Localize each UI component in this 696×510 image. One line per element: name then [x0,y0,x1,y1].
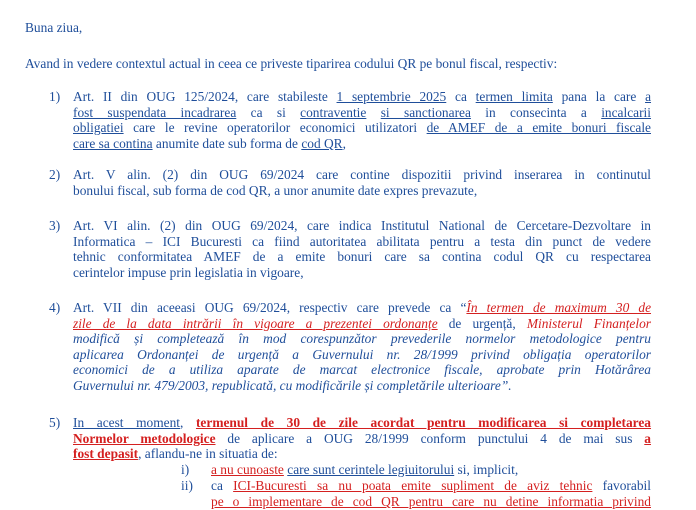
item-2-text [73,167,651,198]
intro-paragraph: Avand in vedere contextul actual in ceea ce priveste tiparirea codului QR pe bonul fiscal, respectiv: [25,56,558,71]
item-4-number: 4) [49,300,61,315]
item-2-line-1: Art. V alin. (2) din OUG 69/2024 care contine dispozitii privind inserarea in continutul [73,167,651,182]
item-1-text [73,89,651,151]
item-3-line-3: tehnic conformitatea AMEF de a emite bonuri care sa contina codul QR cu respectarea [73,249,651,265]
item-2-number: 2) [49,167,61,182]
item-1-line-3: obligatiei care le revine operatorilor economici utilizatori de AMEF de a emite bonuri fiscale [73,120,651,136]
item-5-text [73,415,651,462]
item-4-text [73,300,651,394]
item-4-line-5: economici de a utiliza aparate de marcat electronice fiscale, aprobate prin Hotărârea [73,362,651,378]
item-5-number: 5) [49,415,61,430]
item-4-line-3: modifică și completează în mod corespunzător prevederile normelor metodologice pentru [73,331,651,347]
item-5-line-1: In acest moment, termenul de 30 de zile acordat pentru modificarea si completarea [73,415,652,430]
item-4-line-1: Art. VII din aceeasi OUG 69/2024, respectiv care prevede ca “În termen de maximum 30 de [73,300,652,315]
item-5-line-3: fost depasit, aflandu-ne in situatia de: [73,446,278,462]
item-3-text [73,218,651,280]
greeting: Buna ziua, [25,20,83,35]
item-1-number: 1) [49,89,61,104]
item-4-line-2: zile de la data intrării în vigoare a prezentei ordonanțe de urgență, Ministerul Finanțelor [73,315,651,331]
subitem-i-number: i) [181,462,190,477]
item-3-number: 3) [49,218,61,233]
item-1-line-2: fost suspendata incadrarea ca si contraventie si sanctionarea in consecinta a incalcarii [73,104,651,120]
subitem-i-text: a nu cunoaste care sunt cerintele legiuitorului si, implicit, [211,462,519,477]
item-3-line-4: cerintelor impuse prin legislatia in vigoare, [73,264,304,280]
item-1-line-1: Art. II din OUG 125/2024, care stabileste 1 septembrie 2025 ca termen limita pana la care a [73,89,652,104]
subitem-ii-number: ii) [181,478,193,493]
item-4-line-6: Guvernului nr. 479/2003, republicată, cu modificările și completările ulterioare”. [73,377,512,393]
subitem-ii-text: ca ICI-Bucuresti sa nu poata emite supliment de aviz tehnic favorabil [211,478,651,493]
item-1-line-4: care sa contina anumite date sub forma de cod QR, [73,135,346,151]
subitem-ii-text-cont: pe o implementare de cod QR pentru care nu detine informatia privind [211,494,651,509]
item-2-line-2: bonului fiscal, sub forma de cod QR, a unor anumite date expres prevazute, [73,182,478,198]
item-3-line-1: Art. VI alin. (2) din OUG 69/2024, care indica Institutul National de Cercetare-Dezvoltare in [73,218,651,233]
item-4-line-4: aplicarea Ordonanței de urgență a Guvernului nr. 28/1999 privind obligația operatorilor [73,346,651,362]
item-5-line-2: Normelor metodologice de aplicare a OUG 28/1999 conform punctului 4 de mai sus a [73,430,651,446]
item-3-line-2: Informatica – ICI Bucuresti ca fiind autoritatea abilitata pentru a testa din punct de vedere [73,233,651,249]
